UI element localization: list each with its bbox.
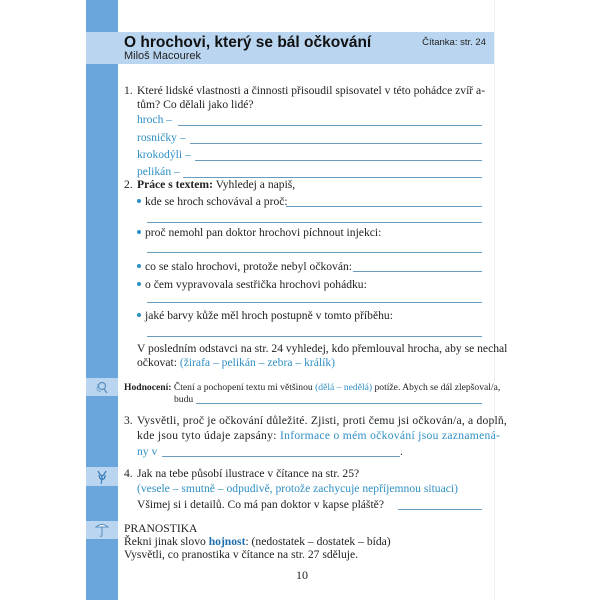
q3-line2-blue: Informace o mém očkování jsou zaznamená- [279,429,501,442]
title-header [118,32,494,64]
bullet-icon [137,313,141,317]
page-number: 10 [296,568,308,582]
bullet-icon [137,230,141,234]
q2-extra-options: (žirafa – pelikán – zebra – králík) [179,356,335,369]
pranostika-suffix: : (nedostatek – dostatek – bída) [245,535,391,548]
evaluation-budu: budu [174,394,194,405]
q2-intro [137,178,295,192]
answer-line[interactable] [190,143,482,144]
q3-line2 [137,429,500,443]
evaluation-label: Hodnocení: [124,382,172,393]
q2-bullet-text: jaké barvy kůže měl hroch postupně v tomto příběhu: [145,309,393,322]
q4-number: 4. [124,467,133,480]
pranostika-prefix: Řekni jinak slovo [124,535,206,548]
answer-line[interactable] [147,252,482,253]
q1-text-2: tům? Co dělali jako lidé? [137,98,254,111]
q3-line3: ny v [137,445,158,458]
q4-line2: (vesele – smutně – odpudivě, protože zachycuje nepříjemnou situaci) [137,482,458,495]
q2-bullet-5 [137,309,393,323]
q2-bullet-3 [137,260,352,274]
q2-extra-prefix: očkovat: [137,356,177,369]
flower-icon [94,469,110,485]
q2-extra-1: V posledním odstavci na str. 24 vyhledej, kdo přemlouval hrocha, aby se nechal [137,342,508,355]
q2-bullet-text: o čem vypravovala sestřička hrochovi pohádku: [145,278,367,291]
evaluation-options: (dělá – nedělá) [315,382,373,393]
evaluation-after: potíže. Abych se dál zlepšoval/a, [374,382,501,393]
page-edge [494,0,495,600]
q1-number: 1. [124,84,133,97]
page-title: O hrochovi, který se bál očkování [124,34,372,51]
q2-bullet-4 [137,278,367,292]
bullet-icon [137,282,141,286]
answer-line[interactable] [353,271,482,272]
q2-extra-2 [137,356,335,370]
q1-item-rosnicky: rosničky – [137,131,186,144]
answer-line[interactable] [162,456,400,457]
q4-line3: Všimej si i detailů. Co má pan doktor v kapse pláště? [137,498,384,511]
q2-bullet-text: kde se hroch schovával a proč: [145,195,288,208]
q3-line3-end: . [400,445,403,458]
answer-line[interactable] [147,336,482,337]
pranostika-line1 [124,535,391,549]
pranostika-line2: Vysvětli, co pranostika v čítance na str. 27 sděluje. [124,548,359,561]
q2-text: Vyhledej a napiš, [215,178,296,191]
q1-item-pelikan: pelikán – [137,165,180,178]
q1-item-hroch: hroch – [137,113,173,126]
q3-line2-prefix: kde jsou tyto údaje zapsány: [137,429,277,442]
pranostika-heading: PRANOSTIKA [124,522,198,535]
umbrella-icon [94,522,110,538]
answer-line[interactable] [398,509,482,510]
q1-item-krokodyli: krokodýli – [137,148,191,161]
answer-line[interactable] [196,403,482,404]
sidebar-band-header [86,32,118,64]
reader-reference: Čítanka: str. 24 [422,37,486,48]
pranostika-word: hojnost [208,535,246,548]
answer-line[interactable] [286,206,482,207]
magnifier-hand-icon [94,379,110,395]
q3-line1: Vysvětli, proč je očkování důležité. Zjisti, proti čemu jsi očkován/a, a doplň, [137,414,507,427]
evaluation-before: Čtení a pochopení textu mi většinou [173,382,313,393]
q2-bullet-text: co se stalo hrochovi, protože nebyl očkován: [145,260,353,273]
q2-number: 2. [124,178,133,191]
bullet-icon [137,199,141,203]
answer-line[interactable] [195,160,482,161]
answer-line[interactable] [147,302,482,303]
q1-text-1: Které lidské vlastnosti a činnosti přisoudil spisovatel v této pohádce zvíř a- [137,84,486,97]
q2-bullet-text: proč nemohl pan doktor hrochovi píchnout injekci: [145,226,382,239]
answer-line[interactable] [178,125,482,126]
sidebar-strip [86,0,118,600]
q2-bullet-1 [137,195,288,209]
author: Miloš Macourek [124,50,202,62]
answer-line[interactable] [147,222,482,223]
bullet-icon [137,264,141,268]
q3-number: 3. [124,414,133,427]
q2-label: Práce s textem: [137,178,213,191]
q4-line1: Jak na tebe působí ilustrace v čítance na str. 25? [137,467,360,480]
q2-bullet-2 [137,226,381,240]
